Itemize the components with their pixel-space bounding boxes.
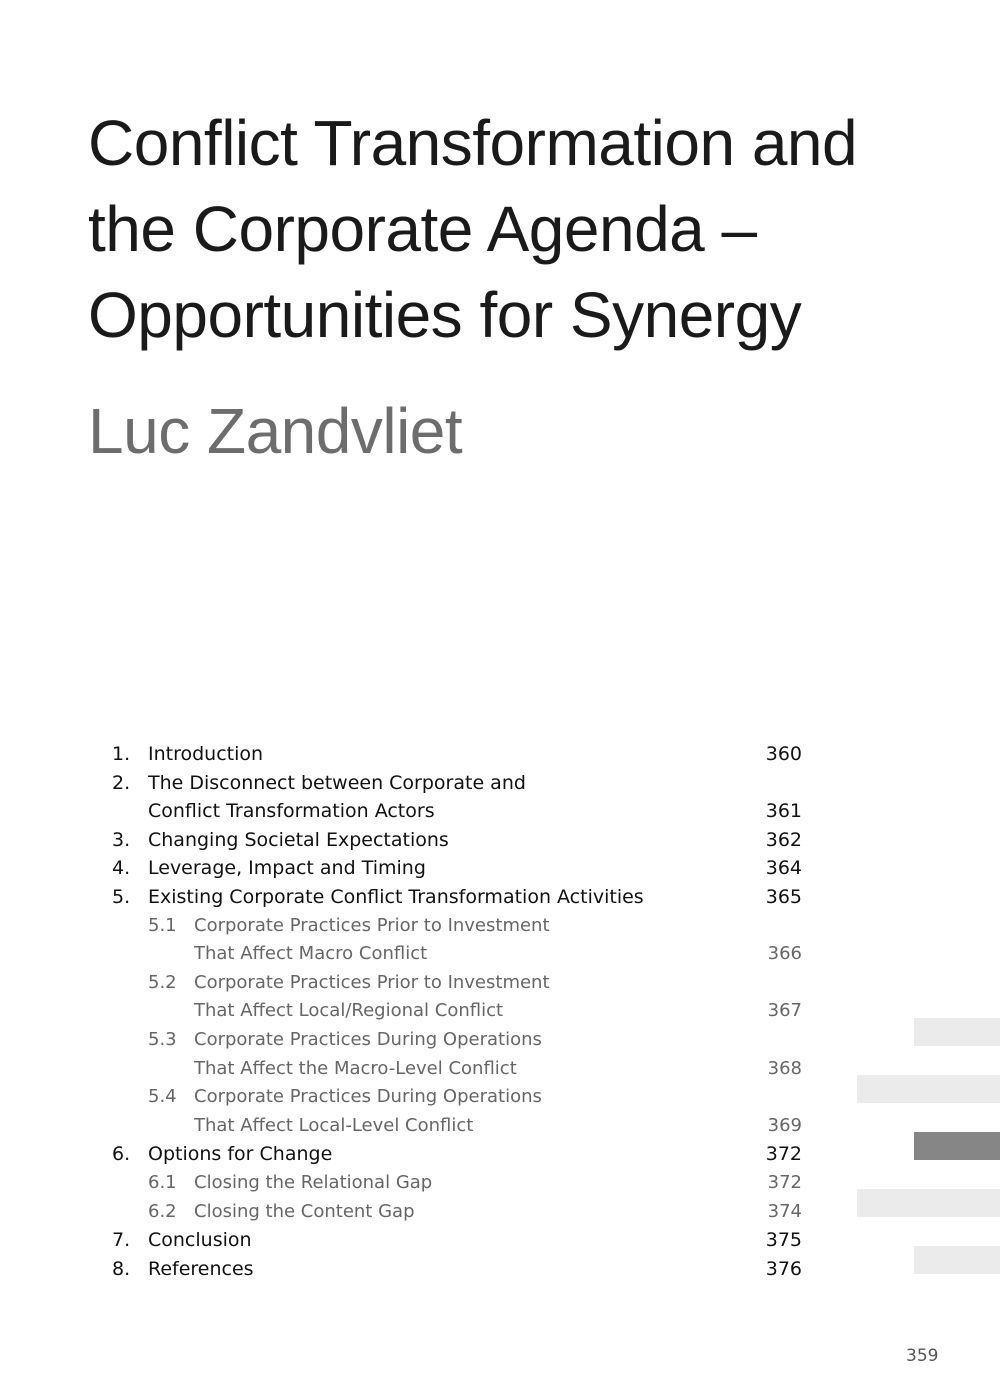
toc-label: That Affect Macro Conflict xyxy=(194,943,428,965)
toc-entry[interactable] xyxy=(112,883,802,912)
toc-page: 374 xyxy=(767,1200,802,1222)
toc-number: 4. xyxy=(112,857,131,880)
toc-subentry[interactable] xyxy=(112,1198,802,1227)
toc-number: 3. xyxy=(112,828,131,851)
toc-entry[interactable] xyxy=(112,797,802,826)
toc-page: 365 xyxy=(765,885,802,908)
toc-subentry[interactable] xyxy=(112,1169,802,1198)
toc-subentry[interactable] xyxy=(112,1055,802,1084)
toc-number: 8. xyxy=(112,1257,131,1280)
toc-number: 5.4 xyxy=(148,1086,177,1108)
toc-number: 2. xyxy=(112,771,131,794)
toc-label: Introduction xyxy=(148,743,264,765)
toc-label: That Affect the Macro-Level Conflict xyxy=(194,1057,517,1079)
toc-entry[interactable] xyxy=(112,1226,802,1255)
section-thumb-tab xyxy=(857,1189,1000,1217)
toc-number: 7. xyxy=(112,1229,131,1252)
toc-page: 362 xyxy=(765,828,802,851)
toc-subentry[interactable] xyxy=(112,997,802,1026)
toc-entry[interactable] xyxy=(112,854,802,883)
chapter-title-line: Conflict Transformation and xyxy=(88,107,858,179)
toc-page: 366 xyxy=(767,943,802,965)
toc-label: Leverage, Impact and Timing xyxy=(148,857,426,880)
toc-page: 372 xyxy=(767,1171,802,1193)
toc-label: Corporate Practices During Operations xyxy=(194,1028,542,1050)
toc-label: Corporate Practices Prior to Investment xyxy=(194,914,550,936)
section-thumb-tab xyxy=(914,1018,1000,1046)
chapter-title xyxy=(88,100,888,358)
toc-label: Conclusion xyxy=(148,1229,252,1252)
toc-label: That Affect Local/Regional Conflict xyxy=(194,1000,504,1022)
toc-subentry[interactable] xyxy=(112,1083,802,1112)
toc-subentry[interactable] xyxy=(112,969,802,998)
toc-entry[interactable] xyxy=(112,769,802,798)
chapter-author: Luc Zandvliet xyxy=(88,395,463,467)
toc-number: 5.1 xyxy=(148,914,177,936)
toc-label: Existing Corporate Conflict Transformation Activities xyxy=(148,885,644,908)
chapter-title-line: Opportunities for Synergy xyxy=(88,279,802,351)
toc-number: 6.1 xyxy=(148,1171,177,1193)
page-number: 359 xyxy=(906,1346,939,1366)
toc-entry[interactable] xyxy=(112,1255,802,1284)
toc-number: 5. xyxy=(112,885,131,908)
toc-entry[interactable] xyxy=(112,826,802,855)
toc-label: Closing the Relational Gap xyxy=(194,1171,433,1193)
toc-subentry[interactable] xyxy=(112,912,802,941)
chapter-title-line: the Corporate Agenda – xyxy=(88,193,757,265)
toc-page: 364 xyxy=(765,857,802,880)
toc-number: 5.3 xyxy=(148,1028,177,1050)
toc-subentry[interactable] xyxy=(112,1112,802,1141)
toc-label: That Affect Local-Level Conflict xyxy=(194,1114,474,1136)
toc-subentry[interactable] xyxy=(112,1026,802,1055)
toc-label: References xyxy=(148,1257,254,1280)
toc-page: 368 xyxy=(767,1057,802,1079)
toc-label: The Disconnect between Corporate and xyxy=(148,771,526,794)
toc-page: 375 xyxy=(765,1229,802,1252)
toc-subentry[interactable] xyxy=(112,940,802,969)
toc-page: 372 xyxy=(765,1143,802,1166)
section-thumb-tab xyxy=(857,1075,1000,1103)
toc-number: 1. xyxy=(112,743,131,765)
toc-label: Options for Change xyxy=(148,1143,333,1166)
toc-number: 5.2 xyxy=(148,971,177,993)
toc-number: 6.2 xyxy=(148,1200,177,1222)
toc-label: Corporate Practices Prior to Investment xyxy=(194,971,550,993)
toc-page: 369 xyxy=(767,1114,802,1136)
toc-entry[interactable] xyxy=(112,1140,802,1169)
toc-page: 360 xyxy=(765,743,802,765)
section-thumb-tab xyxy=(914,1246,1000,1274)
toc-label: Corporate Practices During Operations xyxy=(194,1086,542,1108)
table-of-contents xyxy=(112,740,802,1283)
toc-entry[interactable] xyxy=(112,740,802,769)
toc-number: 6. xyxy=(112,1143,131,1166)
toc-page: 367 xyxy=(767,1000,802,1022)
toc-page: 361 xyxy=(765,800,802,823)
toc-label: Changing Societal Expectations xyxy=(148,828,449,851)
toc-label: Closing the Content Gap xyxy=(194,1200,415,1222)
toc-page: 376 xyxy=(765,1257,802,1280)
section-thumb-tab-active xyxy=(914,1132,1000,1160)
toc-label: Conflict Transformation Actors xyxy=(148,800,435,823)
